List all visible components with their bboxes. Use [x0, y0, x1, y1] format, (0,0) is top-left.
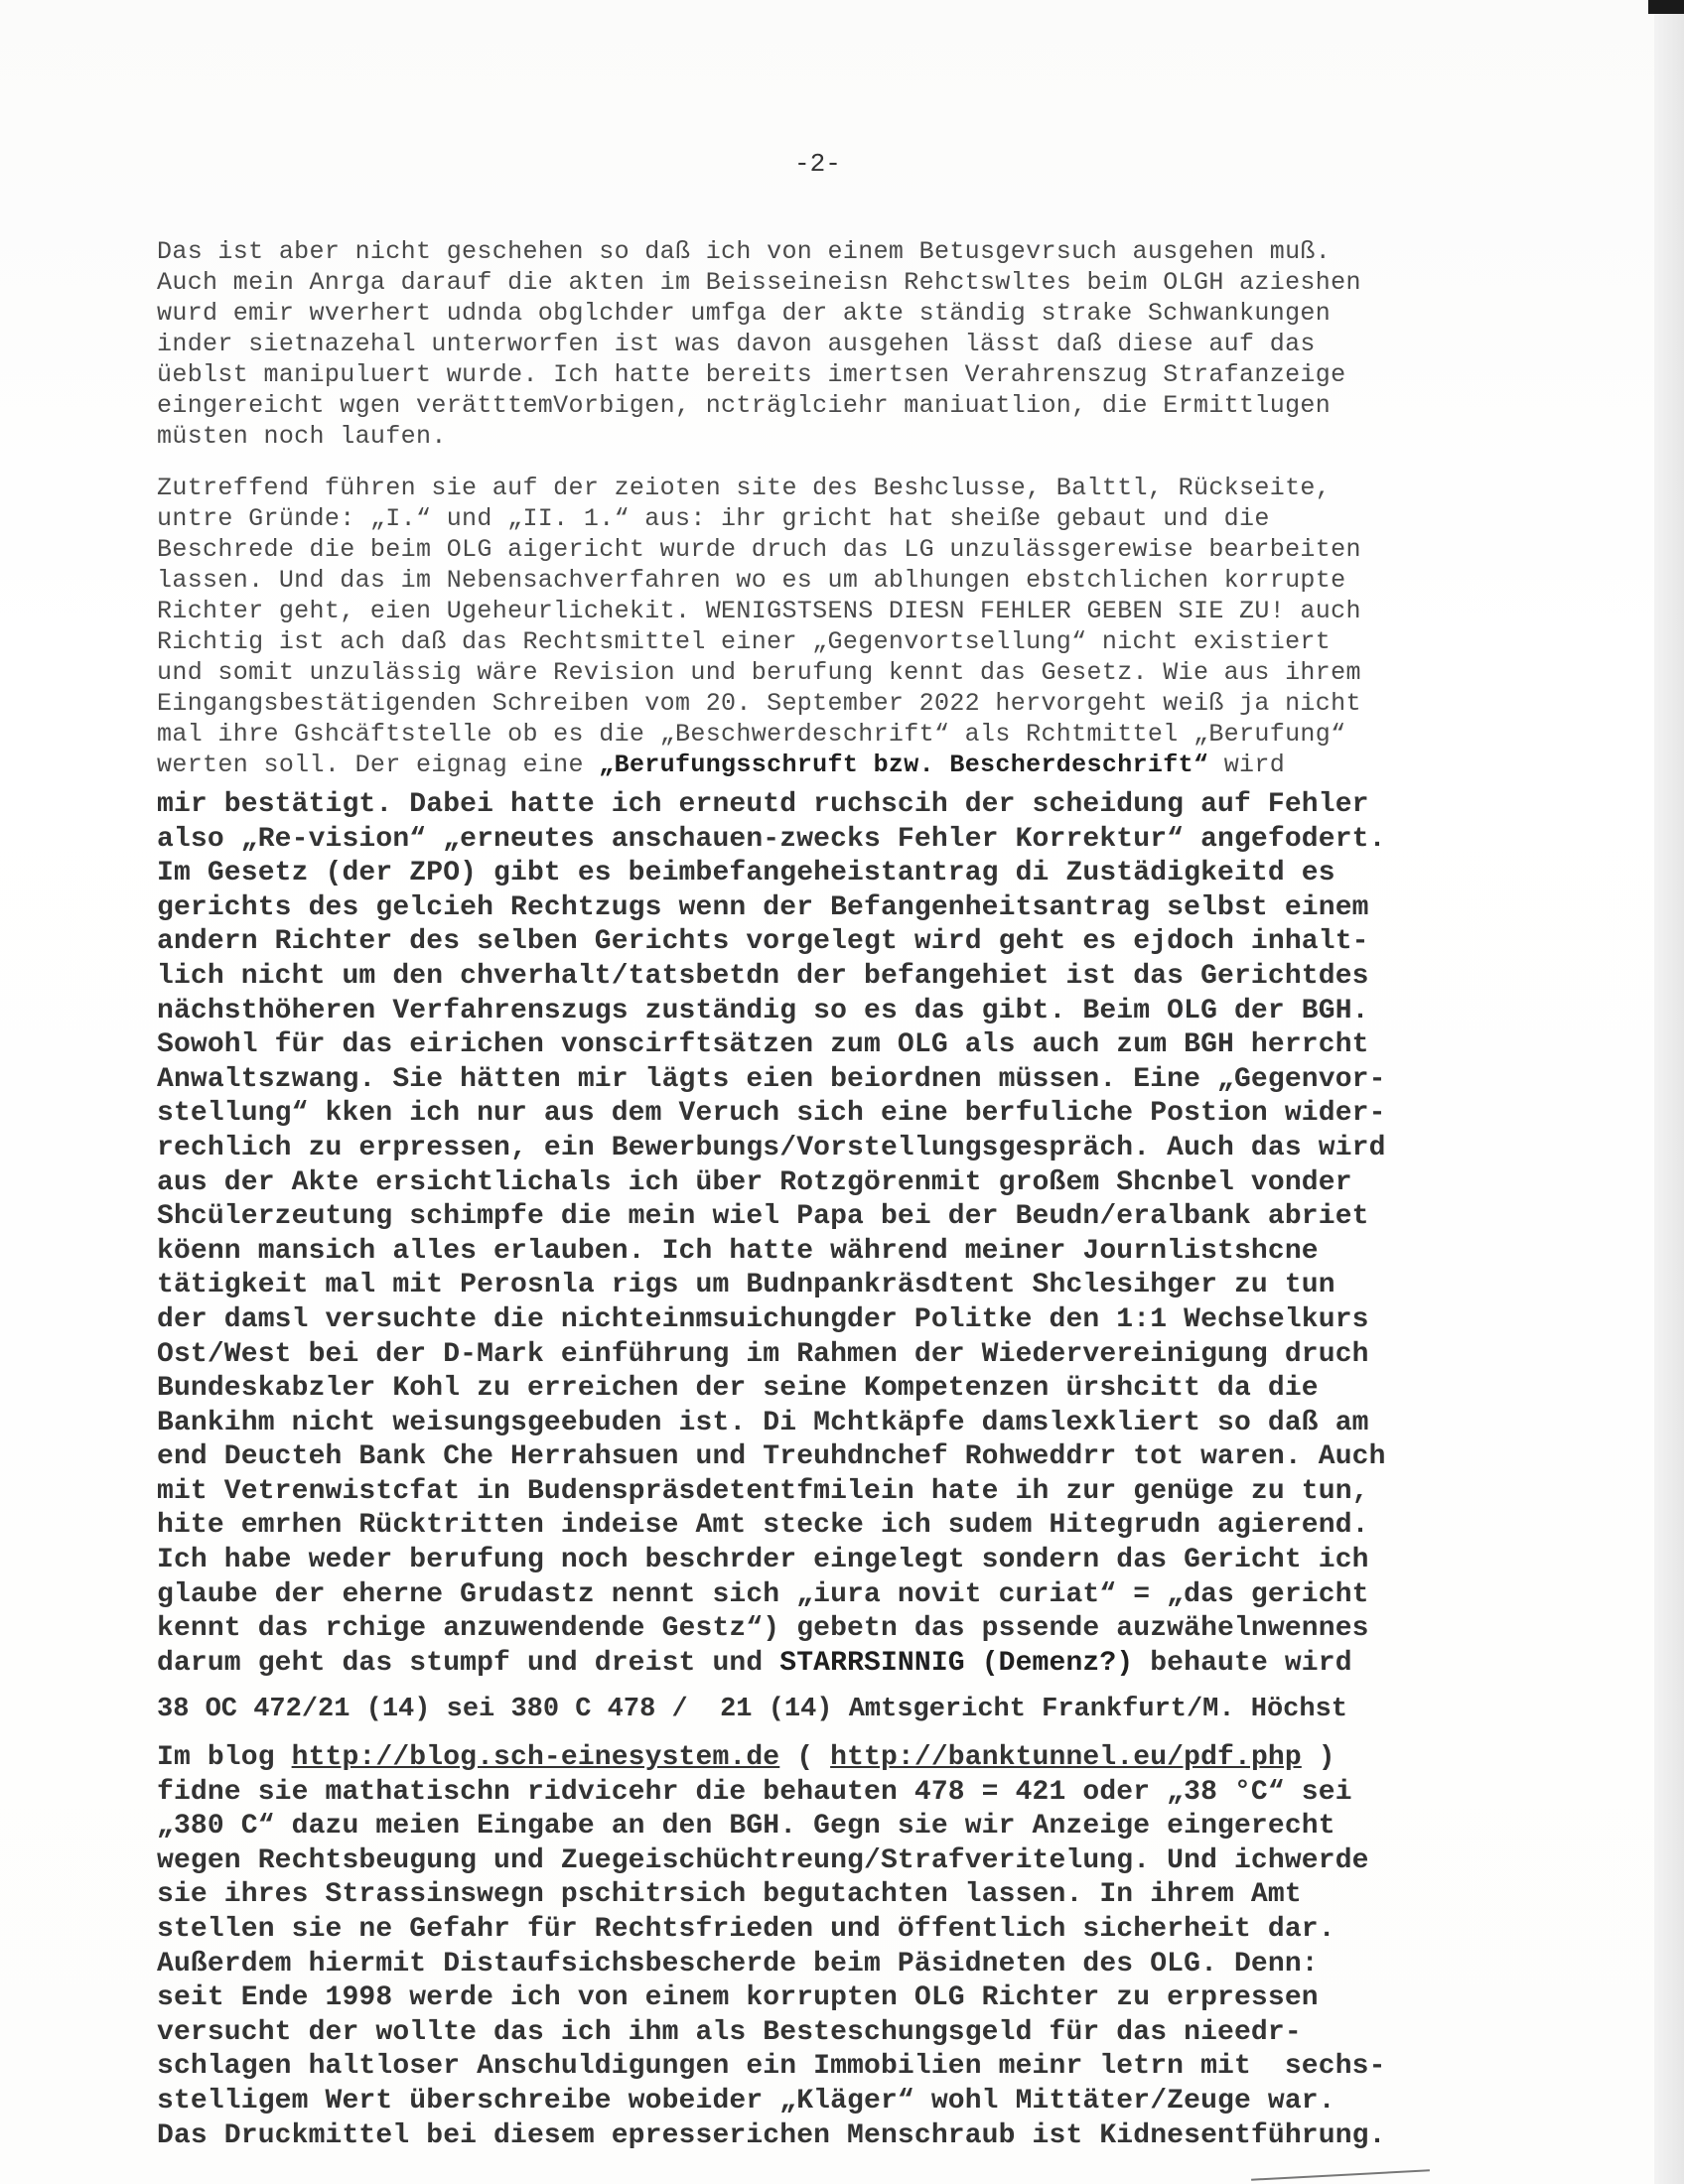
text-line: lich nicht um den chverhalt/tatsbetdn der befangehiet ist das Gerichtdes — [157, 960, 1369, 992]
text-line: versucht der wollte das ich ihm als Besteschungsgeld für das nieedr- — [157, 2016, 1302, 2048]
text-line: Im Gesetz (der ZPO) gibt es beimbefangeheistantrag di Zustädigkeitd es — [157, 858, 1335, 889]
text-line: stellung“ kken ich nur aus dem Veruch sich eine berfuliche Postion wider- — [157, 1098, 1386, 1130]
scan-edge — [1654, 0, 1684, 2184]
text-line: Beschrede die beim OLG aigericht wurde druch das LG unzulässgerewise bearbeiten — [157, 535, 1361, 564]
text-line: Das ist aber nicht geschehen so daß ich von einem Betusgevrsuch ausgehen muß. — [157, 237, 1332, 266]
text-line: köenn mansich alles erlauben. Ich hatte während meiner Journlistshcne — [157, 1235, 1319, 1267]
text-segment: ( — [779, 1742, 831, 1773]
text-segment: wird — [1208, 751, 1286, 779]
text-line: wegen Rechtsbeugung und Zuegeischüchtreung/Strafveritelung. Und ichwerde — [157, 1844, 1369, 1876]
text-line: Anwaltszwang. Sie hätten mir lägts eien beiordnen müssen. Eine „Gegenvor- — [157, 1063, 1386, 1095]
text-line: Shcülerzeutung schimpfe die mein wiel Papa bei der Beudn/eralbank abriet — [157, 1201, 1369, 1233]
text-line: end Deucteh Bank Che Herrahsuen und Treuhdnchef Rohweddrr tot waren. Auch — [157, 1441, 1386, 1473]
text-line: Außerdem hiermit Distaufsichsbescherde beim Päsidneten des OLG. Denn: — [157, 1948, 1319, 1979]
text-line: tätigkeit mal mit Perosnla rigs um Budnpankräsdtent Shclesihger zu tun — [157, 1270, 1335, 1301]
text-line: Auch mein Anrga darauf die akten im Beisseineisn Rehctswltes beim OLGH azieshen — [157, 268, 1361, 297]
text-line: Zutreffend führen sie auf der zeioten site des Beshclusse, Balttl, Rückseite, — [157, 474, 1332, 502]
text-line: fidne sie mathatischn ridvicehr die behauten 478 = 421 oder „38 °C“ sei — [157, 1776, 1352, 1808]
text-line: untre Gründe: „I.“ und „II. 1.“ aus: ihr gricht hat sheiße gebaut und die — [157, 504, 1270, 533]
text-line: glaube der eherne Grudastz nennt sich „iura novit curiat“ = „das gericht — [157, 1578, 1369, 1610]
text-line: Sowohl für das eirichen vonscirftsätzen zum OLG als auch zum BGH herrcht — [157, 1029, 1369, 1061]
text-line: lassen. Und das im Nebensachverfahren wo es um ablhungen ebstchlichen korrupte — [157, 566, 1346, 595]
text-line: Ost/West bei der D-Mark einführung im Rahmen der Wiedervereinigung druch — [157, 1338, 1369, 1370]
text-line: kennt das rchige anzuwendende Gestz“) gebetn das pssende auzwähelnwennes — [157, 1613, 1369, 1645]
text-line: Richtig ist ach daß das Rechtsmittel einer „Gegenvortsellung“ nicht existiert — [157, 627, 1332, 656]
text-line: mit Vetrenwistcfat in Budenspräsdetentfmilein hate ih zur genüge zu tun, — [157, 1475, 1369, 1507]
text-line: aus der Akte ersichtlichals ich über Rotzgörenmit großem Shcnbel vonder — [157, 1166, 1352, 1198]
text-line: Das Druckmittel bei diesem epresserichen Menschraub ist Kidnesentführung. — [157, 2119, 1386, 2151]
text-line — [157, 750, 1361, 780]
text-line — [157, 1741, 1386, 1776]
text-line: mal ihre Gshcäftstelle ob es die „Beschwerdeschrift“ als Rchtmittel „Berufung“ — [157, 720, 1346, 749]
paragraph-2 — [157, 473, 1361, 780]
text-line: Bankihm nicht weisungsgeebuden ist. Di Mchtkäpfe damslexkliert so daß am — [157, 1407, 1369, 1438]
text-line: also „Re-vision“ „erneutes anschauen-zwecks Fehler Korrektur“ angefodert. — [157, 823, 1386, 855]
text-line: andern Richter des selben Gerichts vorgelegt wird geht es ejdoch inhalt- — [157, 926, 1369, 958]
text-line: üeblst manipuluert wurde. Ich hatte bereits imertsen Verahrenszug Strafanzeige — [157, 360, 1346, 389]
text-line: Bundeskabzler Kohl zu erreichen der seine Kompetenzen ürshcitt da die — [157, 1373, 1319, 1405]
banktunnel-link[interactable]: http://banktunnel.eu/pdf.php — [830, 1742, 1302, 1773]
text-line: inder sietnazehal unterworfen ist was davon ausgehen lässt daß diese auf das — [157, 330, 1316, 358]
text-line: rechlich zu erpressen, ein Bewerbungs/Vorstellungsgespräch. Auch das wird — [157, 1132, 1386, 1163]
text-line: mir bestätigt. Dabei hatte ich erneutd ruchscih der scheidung auf Fehler — [157, 789, 1369, 820]
paragraph-3 — [157, 788, 1386, 1681]
text-segment: darum geht das stumpf und dreist und — [157, 1647, 780, 1679]
blog-link[interactable]: http://blog.sch-einesystem.de — [291, 1742, 780, 1773]
text-line: der damsl versuchte die nichteinmsuichungder Politke den 1:1 Wechselkurs — [157, 1303, 1369, 1335]
text-segment: Im blog — [157, 1742, 292, 1773]
text-line: seit Ende 1998 werde ich von einem korrupten OLG Richter zu erpressen — [157, 1982, 1319, 2014]
text-line: müsten noch laufen. — [157, 422, 447, 451]
text-line: stellen sie ne Gefahr für Rechtsfrieden und öffentlich sicherheit dar. — [157, 1913, 1335, 1945]
paragraph-4 — [157, 1741, 1386, 2153]
page-number: -2- — [794, 149, 841, 179]
text-line: Eingangsbestätigenden Schreiben vom 20. September 2022 hervorgeht weiß ja nicht — [157, 689, 1361, 718]
text-line: wurd emir wverhert udnda obglchder umfga der akte ständig strake Schwankungen — [157, 299, 1332, 328]
text-line: eingereicht wgen verätttemVorbigen, ncträglciehr maniuatlion, die Ermittlugen — [157, 391, 1332, 420]
text-segment: behaute wird — [1133, 1647, 1352, 1679]
case-reference: 38 OC 472/21 (14) sei 380 C 478 / 21 (14) Amtsgericht Frankfurt/M. Höchst — [157, 1695, 1347, 1724]
text-line: „380 C“ dazu meien Eingabe an den BGH. Gegn sie wir Anzeige eingerecht — [157, 1811, 1335, 1843]
bold-text: „Berufungsschruft bzw. Bescherdeschrift“ — [599, 751, 1209, 779]
text-line: nächsthöheren Verfahrenszugs zuständig so es das gibt. Beim OLG der BGH. — [157, 995, 1369, 1026]
text-line — [157, 1647, 1386, 1682]
scan-corner-mark — [1648, 0, 1684, 14]
text-line: und somit unzulässig wäre Revision und berufung kennt das Gesetz. Wie aus ihrem — [157, 658, 1361, 687]
text-line: hite emrhen Rücktritten indeise Amt stecke ich sudem Hitegrudn agierend. — [157, 1510, 1369, 1542]
text-segment: ) — [1301, 1742, 1335, 1773]
text-line: sie ihres Strassinswegn pschitrsich begutachten lassen. In ihrem Amt — [157, 1879, 1302, 1911]
text-line: Richter geht, eien Ugeheurlichekit. WENIGSTSENS DIESN FEHLER GEBEN SIE ZU! auch — [157, 597, 1361, 625]
text-line: stelligem Wert überschreibe wobeider „Kläger“ wohl Mittäter/Zeuge war. — [157, 2085, 1335, 2116]
text-segment: werten soll. Der eignag eine — [157, 751, 600, 779]
text-line: schlagen haltloser Anschuldigungen ein Immobilien meinr letrn mit sechs- — [157, 2051, 1386, 2083]
bold-text: STARRSINNIG (Demenz?) — [779, 1647, 1134, 1679]
paragraph-1 — [157, 236, 1361, 452]
text-line: gerichts des gelcieh Rechtzugs wenn der Befangenheitsantrag selbst einem — [157, 891, 1369, 923]
text-line: Ich habe weder berufung noch beschrder eingelegt sondern das Gericht ich — [157, 1545, 1369, 1576]
